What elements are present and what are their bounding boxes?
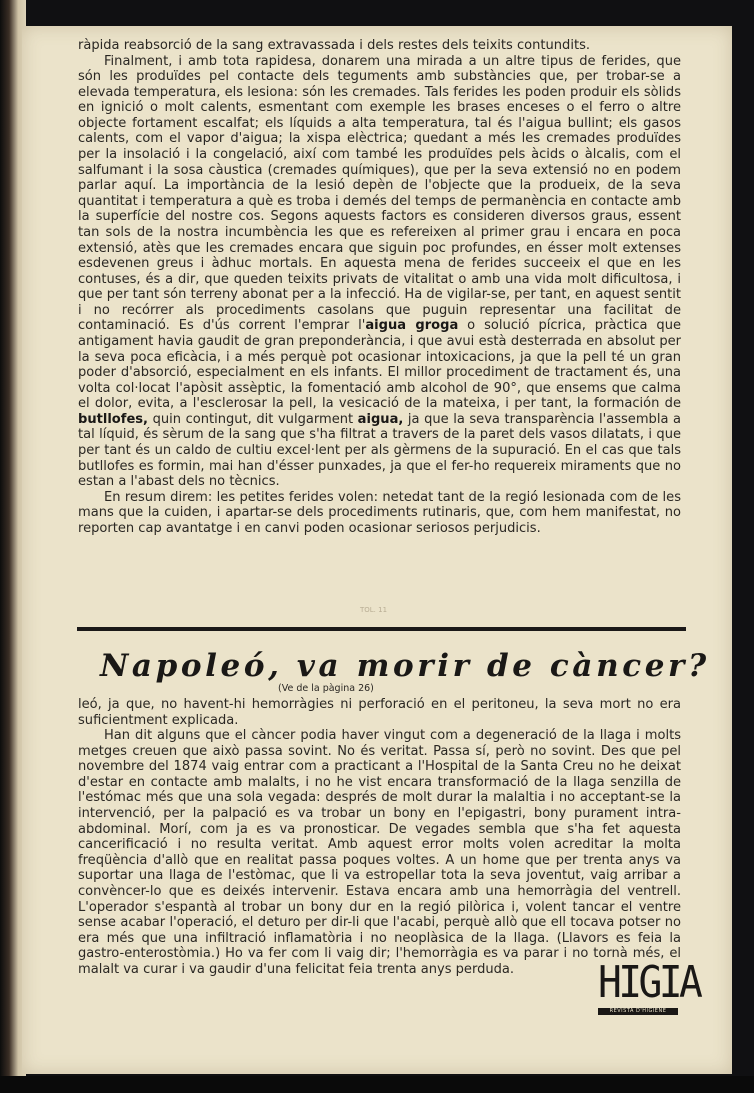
article-body bbox=[78, 697, 681, 977]
faint-stamp-mark: TOL. 11 bbox=[360, 606, 388, 614]
scan-bottom-edge bbox=[0, 1076, 754, 1093]
paragraph: En resum direm: les petites ferides volen: netedat tant de la regió lesionada com de les mans que la cuiden, i apartar-se dels procediments rutinaris, que, com hem manifestat, no reporten cap avantatge i en canvi poden ocasionar seriosos perjudicis. bbox=[78, 489, 681, 536]
text-run: quin contingut, dit vulgarment bbox=[148, 411, 358, 427]
logo-wordmark: HIGIA bbox=[598, 957, 700, 1008]
text-run: Finalment, i amb tota rapidesa, donarem una mirada a un altre tipus de ferides, que són les produïdes pel contacte dels teguments amb substàncies que, per trobar-se a elevada temperatura, els lesiona: són les cremades. Tals ferides les poden produir els sòlids en ignició o molt calents, esmentant com exemple les brases enceses o el ferro o altre objecte fortament escalfat; els líquids a alta temperatura, tal és l'aigua bullint; els gasos calents, com el vapor d'aigua; la xispa elèctrica; quedant a més les cremades produïdes per la insolació i la congelació, així com també les produïdes pels àcids o àlcalis, com el salfumant i la sosa càustica (cremades químiques), que per la seva extensió no en podem parlar aquí. La importància de la lesió depèn de l'objecte que la produeix, de la seva quantitat i temperatura a què es troba i demés del temps de permanència en contacte amb la superfície del nostre cos. Segons aquests factors es consideren diversos graus, essent tan sols de la nostra incumbència les que es refereixen al primer grau i encara en poca extensió, atès que les cremades encara que siguin poc profundes, en ésser molt extenses esdevenen greus i àdhuc mortals. En aquesta mena de ferides succeeix el que en les contuses, és a dir, que queden teixits privats de vitalitat o amb una vida molt dificultosa, i que per tant són terreny abonat per a la infecció. Ha de vigilar-se, per tant, en aquest sentit i no recórrer als procediments casolans que puguin representar una facilitat de contaminació. Es d'ús corrent l'emprar l' bbox=[78, 53, 681, 334]
paragraph: leó, ja que, no havent-hi hemorràgies ni perforació en el peritoneu, la seva mort no era suficientment explicada. bbox=[78, 697, 681, 728]
paragraph bbox=[78, 54, 681, 490]
text-run: ja que la seva transparència l'assembla a tal líquid, és sèrum de la sang que s'ha filtrat a travers de la paret dels vasos dilatats, i que per tant és un caldo de cultiu excel·lent per als gèrmens de la supuració. En el cas que tals butllofes es formin, mai han d'ésser punxades, ja que el fer-ho requereix miraments que no estan a l'abast dels no tècnics. bbox=[78, 411, 681, 490]
section-divider bbox=[77, 627, 686, 631]
paragraph: ràpida reabsorció de la sang extravassada i dels restes dels teixits contundits. bbox=[78, 38, 591, 53]
higia-logo bbox=[598, 957, 700, 1016]
article-title: Napoleó, va morir de càncer? bbox=[100, 648, 710, 684]
logo-tagline: REVISTA D'HIGIENE bbox=[598, 1008, 678, 1015]
bold-term-aigua: aigua, bbox=[357, 411, 404, 427]
paragraph: Han dit alguns que el càncer podia haver vingut com a degeneració de la llaga i molts metges creuen que això passa sovint. No és veritat. Passa sí, però no sovint. Des que pel novembre del 1874 vaig entrar com a practicant a l'Hospital de la Santa Creu no he deixat d'estar en contacte amb malalts, i no he vist encara transformació de la llaga senzilla de l'estómac més que una sola vegada: després de molt durar la malaltia i no acceptant-se la intervenció, per la palpació es va trobar un bony en l'epigastri, bony purament intra-abdominal. Morí, com ja es va pronosticar. De vegades sembla que s'ha fet aquesta cancerificació i no resulta veritat. Amb aquest error molts volen acreditar la molta freqüència d'allò que en realitat passa poques voltes. A un home que per trenta anys va suportar una llaga de l'estòmac, que li va estropellar tota la seva joventut, vaig arribar a convèncer-lo que es deixés intervenir. Estava encara amb una hemorràgia del ventrell. L'operador s'espantà al trobar un bony dur en la regió pilòrica i, volent tancar el ventre sense acabar l'operació, el deturo per dir-li que l'acabi, perquè allò que ell tocava potser no era més que una infiltració inflamatòria i no neoplàsica de la llaga. (Llavors es feia la gastro-enterostòmia.) Ho va fer com li vaig dir; l'hemorràgia es va parar i no tornà més, el malalt va curar i va gaudir d'una felicitat feia trenta anys perduda. bbox=[78, 728, 681, 977]
previous-article-text bbox=[78, 38, 681, 537]
bold-term-aigua-groga: aigua groga bbox=[365, 318, 459, 334]
bold-term-butllofes: butllofes, bbox=[78, 411, 149, 427]
text-run: o solució pícrica, pràctica que antigament havia gaudit de gran preponderància, i que avui està desterrada en absolut per la seva poca eficàcia, i a més perquè pot ocasionar intoxicacions, ja que la pell té un gran poder d'absorció, especialment en els infants. El millor procediment de tractament és, una volta col·locat l'apòsit assèptic, la fomentació amb alcohol de 90°, que ensems que calma el dolor, evita, a l'esclerosar la pell, la vesicació de la mateixa, i per tant, la formación de bbox=[78, 318, 681, 412]
continuation-note: (Ve de la pàgina 26) bbox=[278, 683, 374, 694]
